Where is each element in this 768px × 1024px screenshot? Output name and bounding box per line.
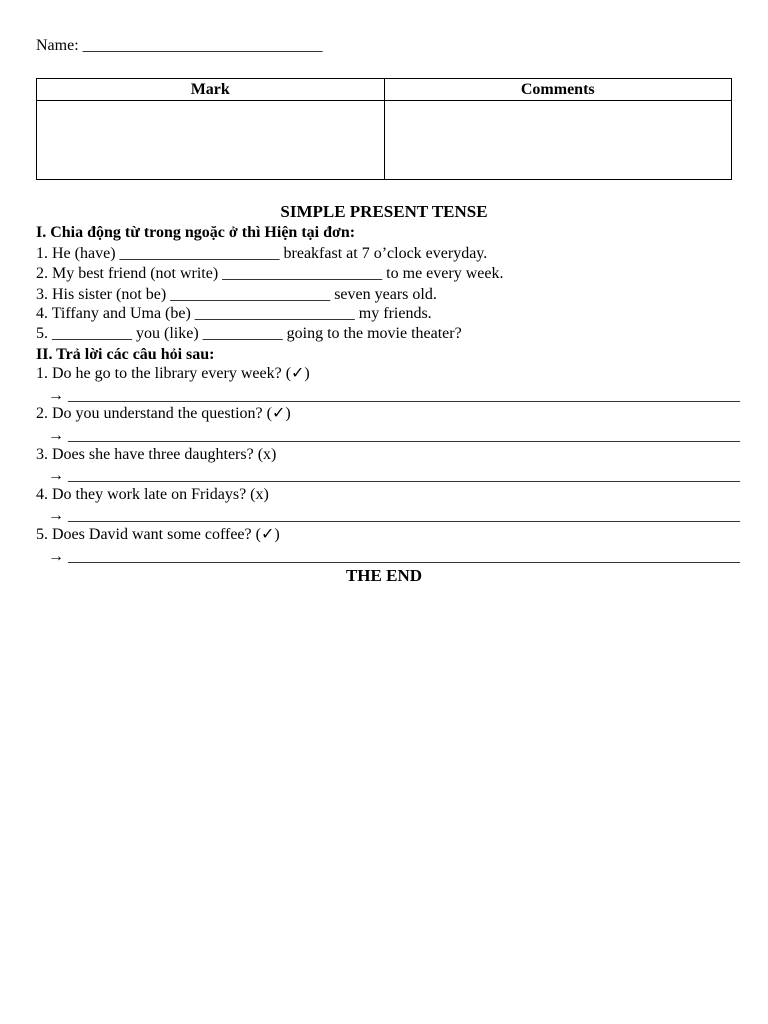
comments-cell: [384, 101, 732, 180]
exercise2-question: 5. Does David want some coffee? (✓): [36, 526, 280, 543]
exercise2-question: 2. Do you understand the question? (✓): [36, 405, 291, 422]
exercise2-question: 1. Do he go to the library every week? (✓): [36, 365, 310, 382]
exercise2-question: 3. Does she have three daughters? (x): [36, 446, 277, 463]
exercise1-item: 5. __________ you (like) __________ going to the movie theater?: [36, 325, 462, 342]
mark-cell: [37, 101, 385, 180]
mark-comments-table: [36, 78, 732, 180]
answer-line: → ____________________________________________________________________________________: [48, 427, 740, 444]
section1-heading: I. Chia động từ trong ngoặc ở thì Hiện tại đơn:: [36, 224, 356, 241]
exercise1-item: 2. My best friend (not write) ____________________ to me every week.: [36, 265, 504, 282]
exercise1-item: 4. Tiffany and Uma (be) ____________________ my friends.: [36, 305, 432, 322]
section2-heading: II. Trả lời các câu hỏi sau:: [36, 346, 215, 363]
the-end-text: THE END: [345, 566, 423, 585]
worksheet-title: SIMPLE PRESENT TENSE: [280, 202, 488, 221]
answer-line: → ____________________________________________________________________________________: [48, 507, 740, 524]
answer-line: → ____________________________________________________________________________________: [48, 467, 740, 484]
comments-header: Comments: [384, 79, 732, 101]
answer-line: → ____________________________________________________________________________________: [48, 548, 740, 565]
mark-header: Mark: [37, 79, 385, 101]
exercise1-item: 1. He (have) ____________________ breakfast at 7 o’clock everyday.: [36, 245, 488, 262]
exercise2-question: 4. Do they work late on Fridays? (x): [36, 486, 269, 503]
answer-line: → ____________________________________________________________________________________: [48, 387, 740, 404]
exercise1-item: 3. His sister (not be) ____________________ seven years old.: [36, 286, 437, 303]
student-name-line: Name: ______________________________: [36, 37, 323, 54]
